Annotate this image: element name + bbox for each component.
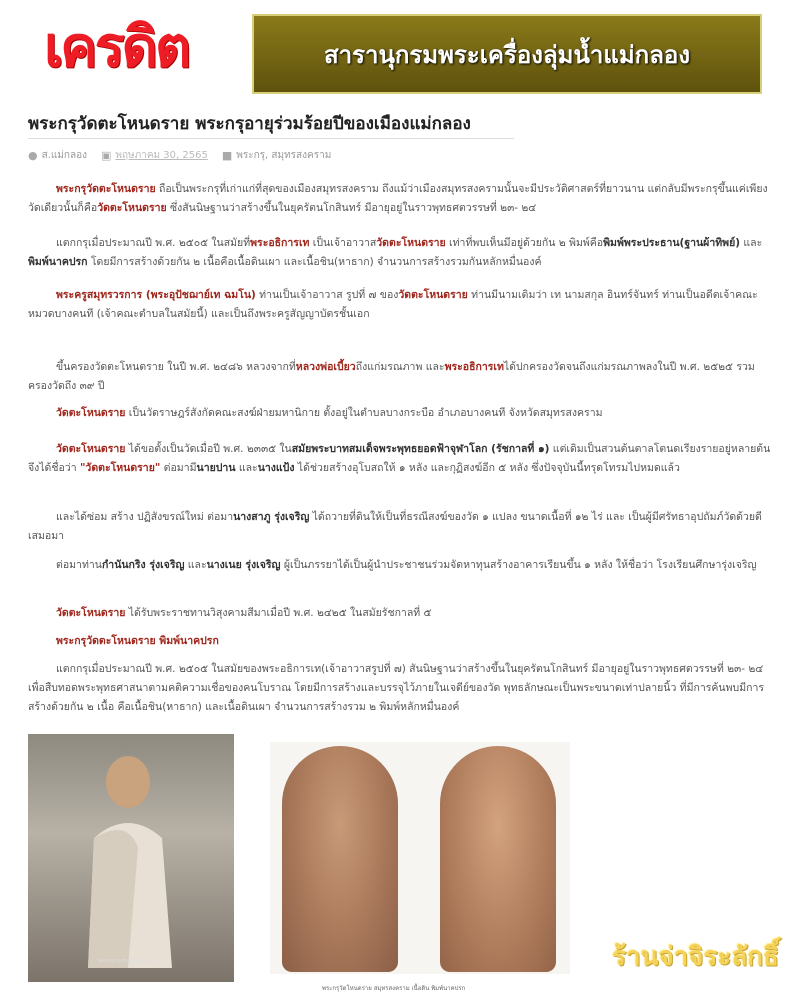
article-meta — [28, 148, 331, 163]
paragraph: แตกกรุเมื่อประมาณปี พ.ศ. ๒๕๐๕ ในสมัยที่พระอธิการเท เป็นเจ้าอาวาสวัดตะโหนดราย เท่าที่พบเห็นมีอยู่ด้วยกัน ๒ พิมพ์คือพิมพ์พระประธาน(ฐานผ้าทิพย์) และพิมพ์นาคปรก โดยมีการสร้างด้วยกัน ๒ เนื้อคือเนื้อดินเผา และเนื้อชิน(หาธาก) จำนวนการสร้างรวมกันหลักหมื่นองค์ — [28, 237, 763, 268]
section-heading: พระกรุวัดตะโหนดราย พิมพ์นาคปรก — [56, 635, 219, 647]
amulet-photo[interactable] — [270, 742, 570, 974]
paragraph: แตกกรุเมื่อประมาณปี พ.ศ. ๒๕๐๕ ในสมัยของพระอธิการเท(เจ้าอาวาสรูปที่ ๗) สันนิษฐานว่าสร้างขึ้นในยุครัตนโกสินทร์ มีอายุอยู่ในราวพุทธศตวรรษที่ ๒๓- ๒๔ เพื่อสืบทอดพระพุทธศาสนาตามคติความเชื่อของคนโบราณ โดยมีการสร้างและบรรจุไว้ภายในเจดีย์ของวัด พุทธลักษณะเป็นพระขนาดเท่าปลายนิ้ว ที่มีการค้นพบมีการสร้างด้วยกัน ๒ เนื้อ คือเนื้อชิน(หาธาก) และเนื้อดินเผา จำนวนการสร้างรวม ๒ พิมพ์หลักหมื่นองค์ — [28, 663, 765, 713]
site-banner: สารานุกรมพระเครื่องลุ่มน้ำแม่กลอง — [252, 14, 762, 94]
amulet-front — [282, 746, 398, 972]
user-icon: ● — [28, 149, 38, 162]
monk-figure-image — [68, 748, 188, 968]
title-divider — [28, 138, 514, 139]
photo-site-label: www.pra-mueklong.com — [98, 958, 159, 964]
author-link[interactable]: ส.แม่กลอง — [41, 150, 87, 161]
amulet-back — [440, 746, 556, 972]
paragraph: ขึ้นครองวัดตะโหนดราย ในปี พ.ศ. ๒๔๘๖ หลวงจากที่หลวงพ่อเบี้ยวถึงแก่มรณภาพ และพระอธิการเทได้ปกครองวัดจนถึงแก่มรณภาพลงในปี พ.ศ. ๒๕๒๕ รวมครองวัดถึง ๓๙ ปี — [28, 361, 755, 392]
article-title[interactable]: พระกรุวัดตะโหนดราย พระกรุอายุร่วมร้อยปีของเมืองแม่กลอง — [28, 114, 471, 134]
paragraph: วัดตะโหนดราย ได้รับพระราชทานวิสุงคามสีมาเมื่อปี พ.ศ. ๒๔๒๕ ในสมัยรัชกาลที่ ๕ — [56, 607, 432, 619]
post-date[interactable]: พฤษภาคม 30, 2565 — [115, 150, 208, 161]
article-photos — [28, 734, 603, 994]
shop-watermark: ร้านจ่าจิระลักธิ์ — [612, 942, 779, 972]
calendar-icon: ▣ — [101, 149, 112, 162]
site-logo[interactable]: เครดิต — [44, 15, 189, 80]
photo-caption: พระกรุวัดโหนดราย สมุทรสงคราม เนื้อดิน พิมพ์นาคปรก — [322, 985, 466, 992]
monk-photo[interactable] — [28, 734, 234, 982]
category-links[interactable]: พระกรุ, สมุทรสงคราม — [236, 150, 332, 161]
paragraph: พระครูสมุทรวรการ (พระอุปัชฌาย์เท ฉมโน) ท่านเป็นเจ้าอาวาส รูปที่ ๗ ของวัดตะโหนดราย ท่านมีนามเดิมว่า เท นามสกุล อินทร์จันทร์ ท่านเป็นอดีตเจ้าคณะหมวดบางคนที (เจ้าคณะตำบลในสมัยนี้) และเป็นถึงพระครูสัญญาบัตรชั้นเอก — [28, 289, 758, 320]
paragraph: ต่อมาท่านกำนันกริง รุ่งเจริญ และนางเนย รุ่งเจริญ ผู้เป็นภรรยาได้เป็นผู้นำประชาชนร่วมจัดหาทุนสร้างอาคารเรียนขึ้น ๑ หลัง ให้ชื่อว่า โรงเรียนศึกษารุ่งเจริญ — [56, 559, 757, 571]
folder-icon: ■ — [221, 149, 233, 162]
paragraph: วัดตะโหนดราย เป็นวัดราษฎร์สังกัดคณะสงฆ์ฝ่ายมหานิกาย ตั้งอยู่ในตำบลบางกระบือ อำเภอบางคนที จังหวัดสมุทรสงคราม — [56, 407, 603, 419]
paragraph: วัดตะโหนดราย ได้ขอตั้งเป็นวัดเมื่อปี พ.ศ. ๒๓๓๕ ในสมัยพระบาทสมเด็จพระพุทธยอดฟ้าจุฬาโลก (รัชกาลที่ ๑) แต่เดิมเป็นสวนต้นตาลโตนดเรียงรายอยู่หลายต้นจึงได้ชื่อว่า "วัดตะโหนดราย" ต่อมามีนายปาน และนางแป้ง ได้ช่วยสร้างอุโบสถให้ ๑ หลัง และกุฏิสงฆ์อีก ๕ หลัง ซึ่งปัจจุบันนี้ทรุดโทรมไปหมดแล้ว — [28, 443, 771, 474]
paragraph: พระกรุวัดตะโหนดราย ถือเป็นพระกรุที่เก่าแก่ที่สุดของเมืองสมุทรสงคราม ถึงแม้ว่าเมืองสมุทรสงครามนั้นจะมีประวัติศาสตร์ที่ยาวนาน แต่กลับมีพระกรุขึ้นแค่เพียงวัดเดียวนั้นก็คือวัดตะโหนดราย ซึ่งสันนิษฐานว่าสร้างขึ้นในยุครัตนโกสินทร์ มีอายุอยู่ในราวพุทธศตวรรษที่ ๒๓- ๒๔ — [28, 183, 768, 214]
paragraph: และได้ซ่อม สร้าง ปฏิสังขรณ์ใหม่ ต่อมานางสาภู รุ่งเจริญ ได้ถวายที่ดินให้เป็นที่ธรณีสงฆ์ของวัด ๑ แปลง ขนาดเนื้อที่ ๑๒ ไร่ และ เป็นผู้มีศรัทธาอุปถัมภ์วัดด้วยดีเสมอมา — [28, 511, 762, 542]
